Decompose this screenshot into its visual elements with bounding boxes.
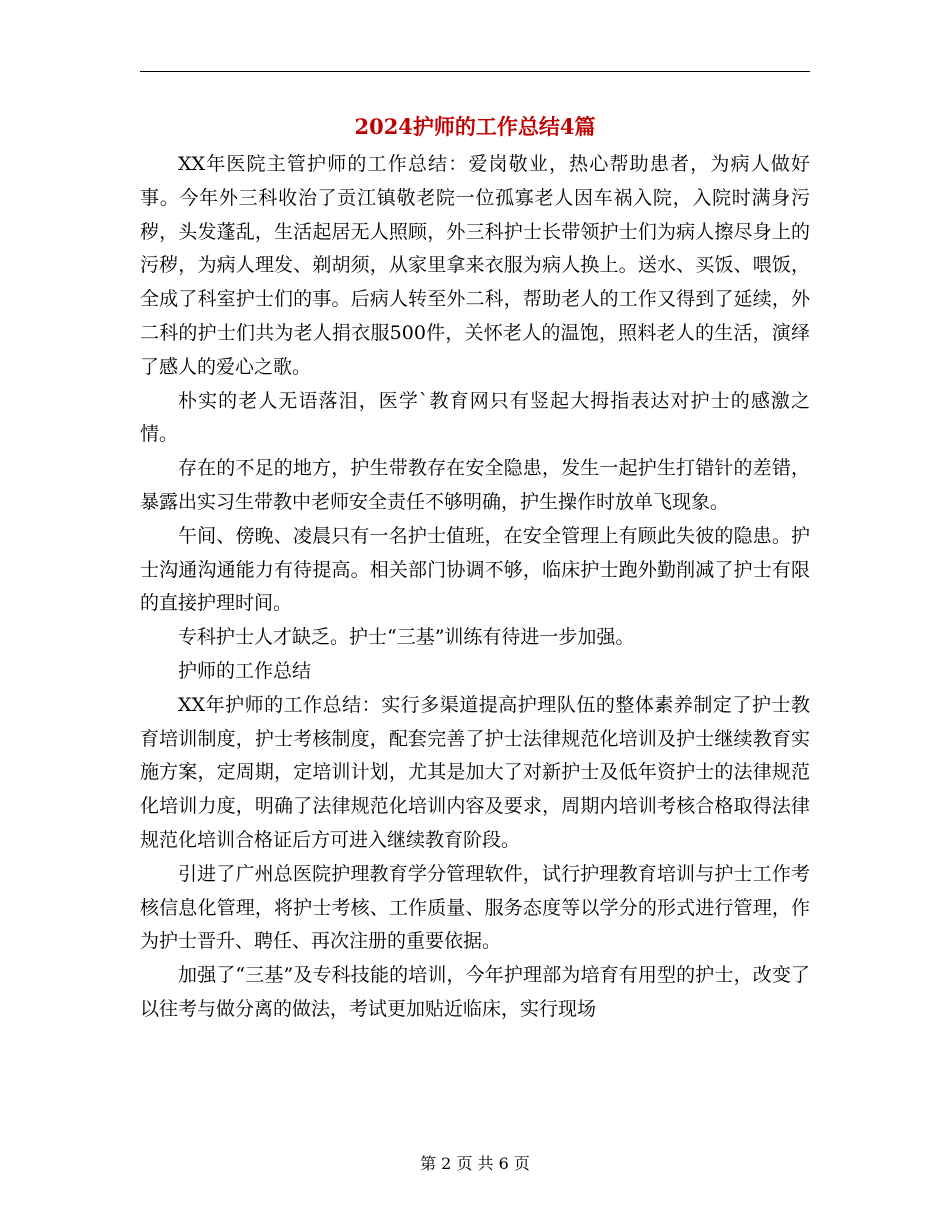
paragraph-7: 引进了广州总医院护理教育学分管理软件，试行护理教育培训与护士工作考核信息化管理，将护士考核、工作质量、服务态度等以学分的形式进行管理，作为护士晋升、聘任、再次注册的重要依据。 xyxy=(140,862,810,953)
paragraph-1: XX年医院主管护师的工作总结：爱岗敬业，热心帮助患者，为病人做好事。今年外三科收治了贡江镇敬老院一位孤寡老人因车祸入院，入院时满身污秽，头发蓬乱，生活起居无人照顾，外三科护士长带领护士们为病人擦尽身上的污秽，为病人理发、剃胡须，从家里拿来衣服为病人换上。送水、买饭、喂饭，全成了科室护士们的事。后病人转至外二科，帮助老人的工作又得到了延续，外二科的护士们共为老人捐衣服500件，关怀老人的温饱，照料老人的生活，演绎了感人的爱心之歌。 xyxy=(140,153,810,378)
document-body xyxy=(140,148,810,1027)
paragraph-4: 午间、傍晚、凌晨只有一名护士值班，在安全管理上有顾此失彼的隐患。护士沟通沟通能力有待提高。相关部门协调不够，临床护士跑外勤削减了护士有限的直接护理时间。 xyxy=(140,524,810,615)
header-rule xyxy=(140,71,810,72)
section-heading: 护师的工作总结 xyxy=(178,659,312,682)
paragraph-6: XX年护师的工作总结：实行多渠道提高护理队伍的整体素养制定了护士教育培训制度，护士考核制度，配套完善了护士法律规范化培训及护士继续教育实施方案，定周期，定培训计划，尤其是加大了对新护士及低年资护士的法律规范化培训力度，明确了法律规范化培训内容及要求，周期内培训考核合格取得法律规范化培训合格证后方可进入继续教育阶段。 xyxy=(140,693,810,851)
document-title: 2024护师的工作总结4篇 xyxy=(354,114,596,139)
paragraph-2: 朴实的老人无语落泪，医学`教育网只有竖起大拇指表达对护士的感激之情。 xyxy=(140,389,810,446)
paragraph-5: 专科护士人才缺乏。护士“三基”训练有待进一步加强。 xyxy=(178,626,635,649)
page-number-footer: 第 2 页 共 6 页 xyxy=(420,1154,530,1173)
paragraph-3: 存在的不足的地方，护生带教存在安全隐患，发生一起护生打错针的差错，暴露出实习生带教中老师安全责任不够明确，护生操作时放单飞现象。 xyxy=(140,457,810,513)
paragraph-8: 加强了“三基”及专科技能的培训，今年护理部为培育有用型的护士，改变了以往考与做分离的做法，考试更加贴近临床，实行现场 xyxy=(140,964,810,1020)
